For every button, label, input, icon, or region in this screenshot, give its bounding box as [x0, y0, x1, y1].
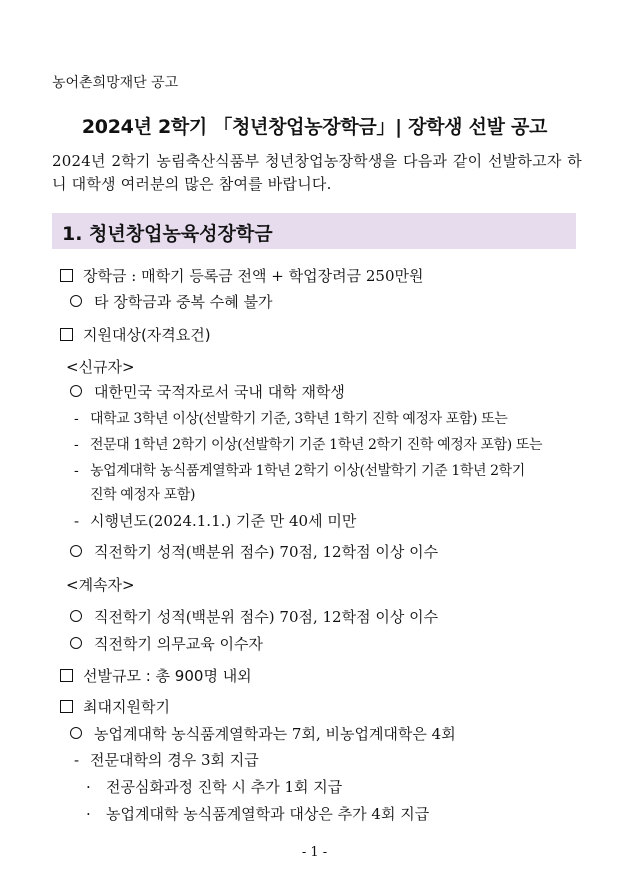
no-duplicate-item	[70, 291, 272, 312]
intro-paragraph: 2024년 2학기 농림축산식품부 청년창업농장학생을 다음과 같이 선발하고자 하니 대학생 여러분의 많은 참여를 바랍니다.	[52, 152, 582, 193]
middle-dot-bullet: ·	[86, 778, 91, 796]
major-course-item	[86, 776, 342, 797]
new-agri-text-1: 농업계대학 농식품계열학과 1학년 2학기 이상(선발학기 기준 1학년 2학기	[90, 463, 525, 479]
max-terms-detail-item	[70, 723, 456, 744]
document-title: 2024년 2학기 「청년창업농장학금」| 장학생 선발 공고	[81, 116, 548, 138]
college-case-text: 전문대학의 경우 3회 지급	[90, 751, 259, 769]
circle-bullet-icon	[70, 610, 82, 622]
issuing-organization: 농어촌희망재단 공고	[52, 75, 179, 91]
max-terms-detail-text: 농업계대학 농식품계열학과는 7회, 비농업계대학은 4회	[94, 725, 456, 743]
new-applicant-header: <신규자>	[66, 358, 135, 376]
circle-bullet-icon	[70, 295, 82, 307]
square-bullet-icon	[60, 669, 73, 682]
new-citizen-text: 대한민국 국적자로서 국내 대학 재학생	[94, 383, 345, 401]
scale-item	[60, 665, 252, 686]
new-grade-text: 직전학기 성적(백분위 점수) 70점, 12학점 이상 이수	[94, 543, 439, 561]
cont-duty-text: 직전학기 의무교육 이수자	[94, 635, 263, 653]
new-age-item	[74, 510, 356, 531]
continuing-applicant-header: <계속자>	[66, 576, 135, 594]
scholarship-text: : 매학기 등록금 전액 + 학업장려금 250만원	[126, 267, 424, 285]
new-college-item	[74, 434, 542, 454]
agri-extra-item	[86, 803, 429, 824]
circle-bullet-icon	[70, 545, 82, 557]
scholarship-label: 장학금	[83, 267, 127, 285]
dash-bullet: -	[74, 411, 79, 427]
new-age-text: 시행년도(2024.1.1.) 기준 만 40세 미만	[90, 512, 357, 530]
new-college-text: 전문대 1학년 2학기 이상(선발학기 기준 1학년 2학기 진학 예정자 포함) 또는	[90, 437, 543, 453]
new-agri-continuation: 진학 예정자 포함)	[90, 487, 196, 503]
max-terms-label: 최대지원학기	[83, 698, 170, 716]
max-terms-item	[60, 696, 170, 717]
new-univ-item	[74, 408, 507, 428]
cont-grade-text: 직전학기 성적(백분위 점수) 70점, 12학점 이상 이수	[94, 608, 439, 626]
dash-bullet: -	[74, 437, 79, 453]
new-citizen-item	[70, 381, 345, 402]
eligibility-label: 지원대상(자격요건)	[83, 326, 211, 344]
new-grade-item	[70, 541, 438, 562]
college-case-item	[74, 749, 259, 770]
dash-bullet: -	[74, 463, 79, 479]
page-number: - 1 -	[301, 845, 328, 860]
scholarship-item	[60, 265, 423, 286]
dash-bullet: -	[74, 751, 80, 769]
major-course-text: 전공심화과정 진학 시 추가 1회 지급	[106, 778, 343, 796]
new-agri-item	[74, 460, 525, 480]
middle-dot-bullet: ·	[86, 805, 91, 823]
square-bullet-icon	[60, 269, 73, 282]
cont-grade-item	[70, 606, 438, 627]
new-univ-text: 대학교 3학년 이상(선발학기 기준, 3학년 1학기 진학 예정자 포함) 또는	[90, 411, 508, 427]
square-bullet-icon	[60, 328, 73, 341]
section-title: 1. 청년창업농육성장학금	[62, 223, 273, 245]
eligibility-item	[60, 324, 211, 345]
dash-bullet: -	[74, 512, 80, 530]
no-duplicate-text: 타 장학금과 중복 수혜 불가	[94, 293, 273, 311]
circle-bullet-icon	[70, 385, 82, 397]
scale-text: 선발규모 : 총 900명 내외	[83, 667, 252, 685]
square-bullet-icon	[60, 700, 73, 713]
circle-bullet-icon	[70, 727, 82, 739]
circle-bullet-icon	[70, 637, 82, 649]
agri-extra-text: 농업계대학 농식품계열학과 대상은 추가 4회 지급	[106, 805, 430, 823]
cont-duty-item	[70, 633, 263, 654]
